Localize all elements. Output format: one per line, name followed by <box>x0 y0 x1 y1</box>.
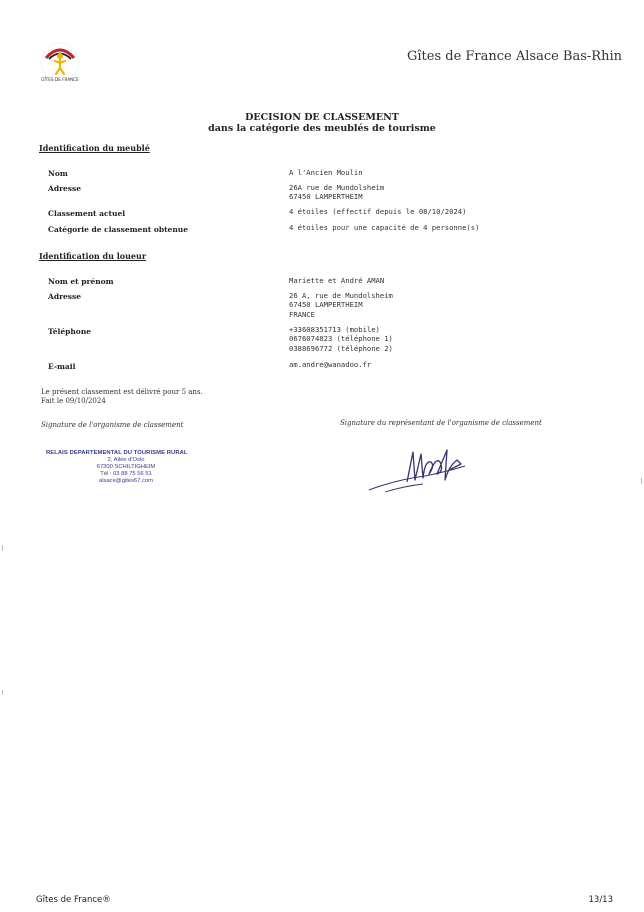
field-value-email: am.andre@wanadoo.fr <box>289 360 372 369</box>
field-value-telephone: +33608351713 (mobile) 0676074823 (téléphone 1) 0388696772 (téléphone 2) <box>289 325 393 353</box>
gites-de-france-logo <box>38 40 82 84</box>
logo-text: GÎTES DE FRANCE <box>41 77 79 82</box>
handwritten-signature <box>365 440 485 500</box>
field-value-categorie: 4 étoiles pour une capacité de 4 personne(s) <box>289 223 480 232</box>
signature-label-representant: Signature du représentant de l'organisme de classement <box>340 419 542 427</box>
field-label-adresse: Adresse <box>48 184 82 193</box>
section-loueur-heading: Identification du loueur <box>39 251 147 261</box>
document-subtitle: dans la catégorie des meublés de tourisme <box>208 123 436 134</box>
field-label-nom: Nom <box>48 169 68 178</box>
document-title: DECISION DE CLASSEMENT <box>245 112 399 123</box>
field-label-nom-prenom: Nom et prénom <box>48 277 114 286</box>
signature-label-organisme: Signature de l'organisme de classement <box>41 421 184 429</box>
field-label-email: E-mail <box>48 362 76 371</box>
organization-name: Gîtes de France Alsace Bas-Rhin <box>406 49 622 64</box>
validity-statement: Le présent classement est délivré pour 5 ans. Fait le 09/10/2024 <box>41 388 203 405</box>
scan-edge-mark <box>2 690 3 695</box>
scan-edge-mark <box>2 545 3 551</box>
scan-edge-mark <box>641 478 642 484</box>
field-value-classement-actuel: 4 étoiles (effectif depuis le 08/10/2024) <box>289 207 467 216</box>
field-value-adresse: 26A rue de Mundolsheim 67450 LAMPERTHEIM <box>289 183 385 202</box>
page-number: 13/13 <box>588 895 613 905</box>
field-value-adresse-loueur: 26 A, rue de Mundolsheim 67450 LAMPERTHEIM FRANCE <box>289 291 393 319</box>
field-value-nom: A l'Ancien Moulin <box>289 168 363 177</box>
field-label-telephone: Téléphone <box>48 327 92 336</box>
footer-brand: Gîtes de France® <box>36 895 111 905</box>
field-value-nom-prenom: Mariette et André AMAN <box>289 276 385 285</box>
section-meuble-heading: Identification du meublé <box>39 143 150 153</box>
field-label-categorie: Catégorie de classement obtenue <box>48 225 189 234</box>
field-label-adresse-loueur: Adresse <box>48 292 82 301</box>
field-label-classement-actuel: Classement actuel <box>48 209 126 218</box>
organization-stamp: RELAIS DEPARTEMENTAL DU TOURISME RURAL 2, Allée d'Oslo 67300 SCHILTIGHEIM Tél : 03 88 75 56 51 alsace@gites67.com <box>46 450 188 484</box>
